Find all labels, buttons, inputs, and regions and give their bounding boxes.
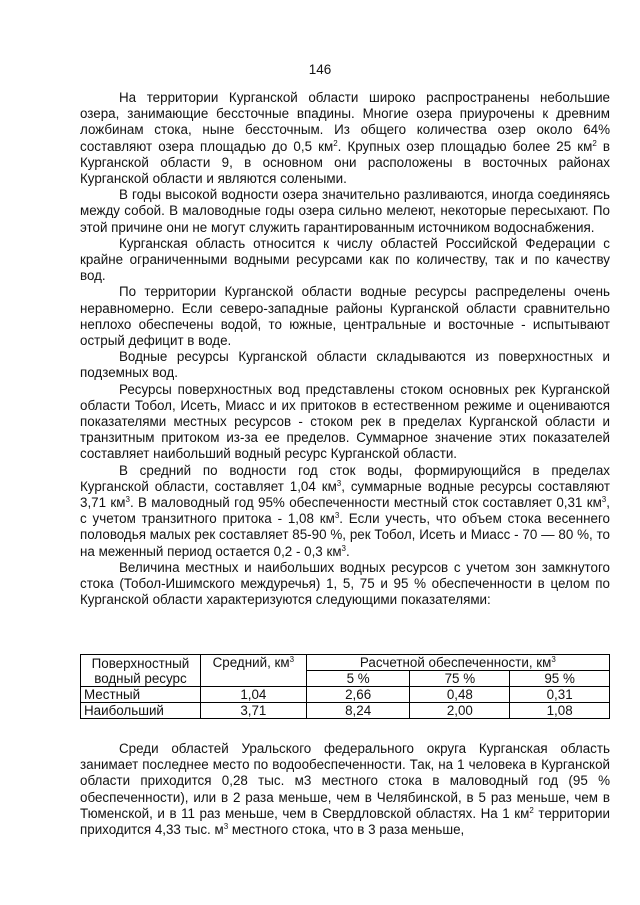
cell-p95: 0,31 (510, 687, 610, 703)
table-row (81, 687, 610, 703)
cell-p75: 2,00 (410, 703, 510, 719)
subheader-95: 95 % (510, 671, 610, 687)
page-number: 146 (308, 62, 332, 77)
table-row (81, 703, 610, 719)
paragraph-ural-comparison: Среди областей Уральского федерального округа Курганская область занимает последнее место по водообеспеченности. Так, на 1 человека в Курганской области приходится 0,28 тыс. м3 местного стока в маловодный год (95 % обеспеченности), или в 2 раза меньше, чем в Челябинской, в 5 раз меньше, чем в Тюменской, и в 11 раз меньше, чем в Свердловской областях. На 1 $км^2$ территории приходится 4,33 тыс. $м^3$ местного стока, что в 3 раза меньше, (80, 741, 610, 838)
header-mean: Средний, $км^3$ (200, 655, 306, 687)
cell-p75: 0,48 (410, 687, 510, 703)
cell-mean: 3,71 (200, 703, 306, 719)
body-text-upper (80, 90, 610, 609)
cell-p5: 8,24 (306, 703, 410, 719)
paragraph-high-water: В годы высокой водности озера значительно разливаются, иногда соединяясь между собой. В маловодные годы озера сильно мелеют, некоторые пересыхают. По этой причине они не могут служить гарантированным источником водоснабжения. (80, 187, 610, 235)
paragraph-water-sources: Водные ресурсы Курганской области складываются из поверхностных и подземных вод. (80, 349, 610, 381)
subheader-5: 5 % (306, 671, 410, 687)
cell-p95: 1,08 (510, 703, 610, 719)
paragraph-limited-resources: Курганская область относится к числу областей Российской Федерации с крайне ограниченными водными ресурсами как по количеству, так и по качеству вод. (80, 235, 610, 284)
paragraph-uneven-distribution: По территории Курганской области водные ресурсы распределены очень неравномерно. Если северо-западные районы Курганской области сравнительно неплохо обеспечены водой, то южные, центральные и восточные - испытывают острый дефицит в воде. (80, 284, 610, 349)
cell-p5: 2,66 (306, 687, 410, 703)
paragraph-runoff: В средний по водности год сток воды, формирующийся в пределах Курганской области, составляет 1,04 $км^3$, суммарные водные ресурсы составляют 3,71 $км^3$. В маловодный год 95% обеспеченности местный сток составляет 0,31 $км^3$, с учетом транзитного притока - 1,08 $км^3$. Если учесть, что объем стока весеннего половодья малых рек составляет 85-90 %, рек Тобол, Исеть и Миасс - 70 — 80 %, то на меженный период остается 0,2 - 0,3 $км^3$. (80, 462, 610, 559)
water-resources-table (80, 654, 610, 719)
paragraph-lakes: На территории Курганской области широко распространены небольшие озера, занимающие бессточные впадины. Многие озера приурочены к древним ложбинам стока, ныне бессточным. Из общего количества озер около 64% составляют озера площадью до 0,5 $км^2$. Крупных озер площадью более 25 $км^2$ в Курганской области 9, в основном они расположены в восточных районах Курганской области и являются солеными. (80, 90, 610, 187)
header-calculated-probability: Расчетной обеспеченности, $км^3$ (306, 655, 609, 671)
table-header-row (81, 655, 610, 671)
row-name: Местный (81, 687, 201, 703)
subheader-75: 75 % (410, 671, 510, 687)
body-text-lower (80, 741, 610, 838)
row-name: Наибольший (81, 703, 201, 719)
paragraph-surface-waters: Ресурсы поверхностных вод представлены стоком основных рек Курганской области Тобол, Исеть, Миасс и их притоков в естественном режиме и оцениваются показателями местных ресурсов - стоком рек в пределах Курганской области и транзитным притоком из-за ее пределов. Суммарное значение этих показателей составляет наибольший водный ресурс Курганской области. (80, 381, 610, 462)
paragraph-table-intro: Величина местных и наибольших водных ресурсов с учетом зон замкнутого стока (Тобол-Ишимского междуречья) 1, 5, 75 и 95 % обеспеченности в целом по Курганской области характеризуются следующими показателями: (80, 559, 610, 608)
cell-mean: 1,04 (200, 687, 306, 703)
header-resource-type: Поверхностный водный ресурс (81, 655, 201, 687)
